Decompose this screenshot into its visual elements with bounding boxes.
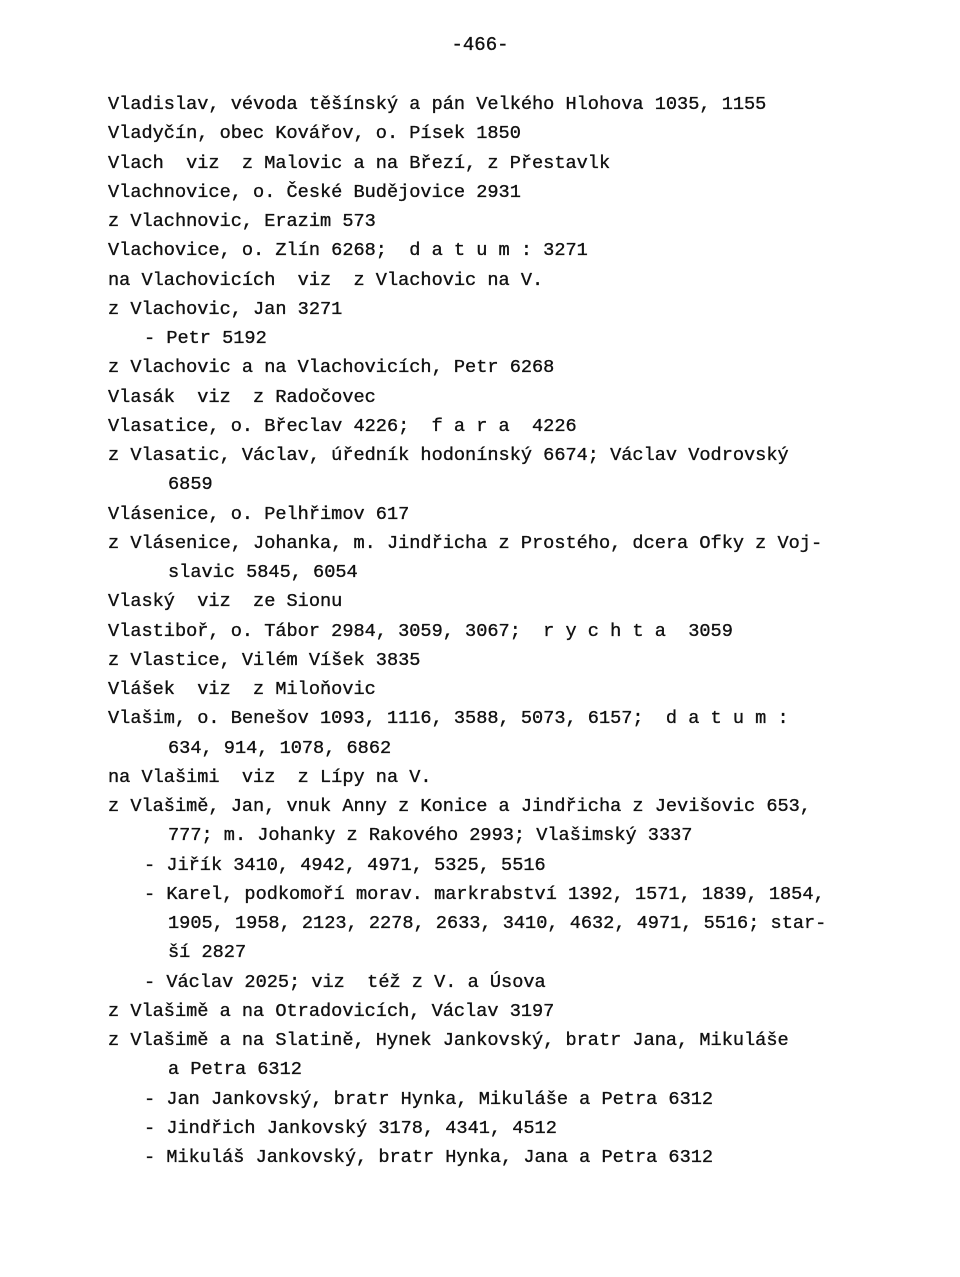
index-entries: [108, 90, 868, 1172]
index-entry: z Vlasatic, Václav, úředník hodonínský 6674; Václav Vodrovský: [108, 445, 789, 466]
index-entry: Vlaský viz ze Sionu: [108, 591, 343, 613]
index-entry: Vlach viz z Malovic a na Březí, z Přestavlk: [108, 152, 611, 174]
index-entry: z Vlašimě a na Otradovicích, Václav 3197: [108, 1000, 555, 1022]
index-subentry: - Karel, podkomoří morav. markrabství 1392, 1571, 1839, 1854,: [144, 883, 825, 905]
index-entry: z Vlachnovic, Erazim 573: [108, 211, 376, 232]
index-entry: z Vlašimě, Jan, vnuk Anny z Konice a Jindřicha z Jevišovic 653,: [108, 796, 811, 817]
index-entry: Vlašim, o. Benešov 1093, 1116, 3588, 5073, 6157; d a t u m :: [108, 708, 789, 730]
index-entry: Vlastiboř, o. Tábor 2984, 3059, 3067; r y c h t a 3059: [108, 620, 733, 642]
index-entry: Vlachovice, o. Zlín 6268; d a t u m : 3271: [108, 240, 588, 262]
index-subentry: - Petr 5192: [144, 328, 267, 349]
index-entry: Vlasák viz z Radočovec: [108, 386, 376, 408]
index-entry-continuation: 1905, 1958, 2123, 2278, 2633, 3410, 4632, 4971, 5516; star-: [168, 913, 827, 934]
index-entry: Vlasatice, o. Břeclav 4226; f a r a 4226: [108, 415, 577, 437]
index-subentry: - Václav 2025; viz též z V. a Úsova: [144, 971, 546, 993]
index-subentry: - Jan Jankovský, bratr Hynka, Mikuláše a Petra 6312: [144, 1088, 714, 1110]
index-entry: na Vlachovicích viz z Vlachovic na V.: [108, 269, 544, 291]
index-entry-continuation: 6859: [168, 474, 213, 496]
index-entry: z Vlašimě a na Slatině, Hynek Jankovský, bratr Jana, Mikuláše: [108, 1030, 789, 1051]
index-subentry: - Mikuláš Jankovský, bratr Hynka, Jana a Petra 6312: [144, 1147, 714, 1168]
index-entry-continuation: 634, 914, 1078, 6862: [168, 737, 392, 759]
index-entry-continuation: ší 2827: [168, 942, 247, 964]
index-entry: Vlachnovice, o. České Budějovice 2931: [108, 181, 521, 203]
index-entry: z Vlastice, Vilém Víšek 3835: [108, 649, 421, 671]
index-entry: Vlásenice, o. Pelhřimov 617: [108, 503, 410, 525]
index-entry: na Vlašimi viz z Lípy na V.: [108, 766, 432, 788]
page-number: -466-: [451, 34, 509, 56]
index-subentry: - Jindřich Jankovský 3178, 4341, 4512: [144, 1117, 557, 1139]
index-entry: Vladislav, vévoda těšínský a pán Velkého Hlohova 1035, 1155: [108, 94, 767, 115]
index-entry-continuation: slavic 5845, 6054: [168, 562, 358, 583]
index-entry: Vlášek viz z Miloňovic: [108, 679, 376, 700]
index-entry: Vladyčín, obec Kovářov, o. Písek 1850: [108, 123, 521, 145]
index-subentry: - Jiřík 3410, 4942, 4971, 5325, 5516: [144, 854, 546, 876]
index-entry-continuation: 777; m. Johanky z Rakového 2993; Vlašimský 3337: [168, 825, 693, 847]
index-entry: z Vlachovic, Jan 3271: [108, 298, 343, 320]
index-entry: z Vlachovic a na Vlachovicích, Petr 6268: [108, 357, 555, 379]
index-entry: z Vlásenice, Johanka, m. Jindřicha z Prostého, dcera Ofky z Voj-: [108, 532, 823, 554]
index-entry-continuation: a Petra 6312: [168, 1059, 302, 1081]
